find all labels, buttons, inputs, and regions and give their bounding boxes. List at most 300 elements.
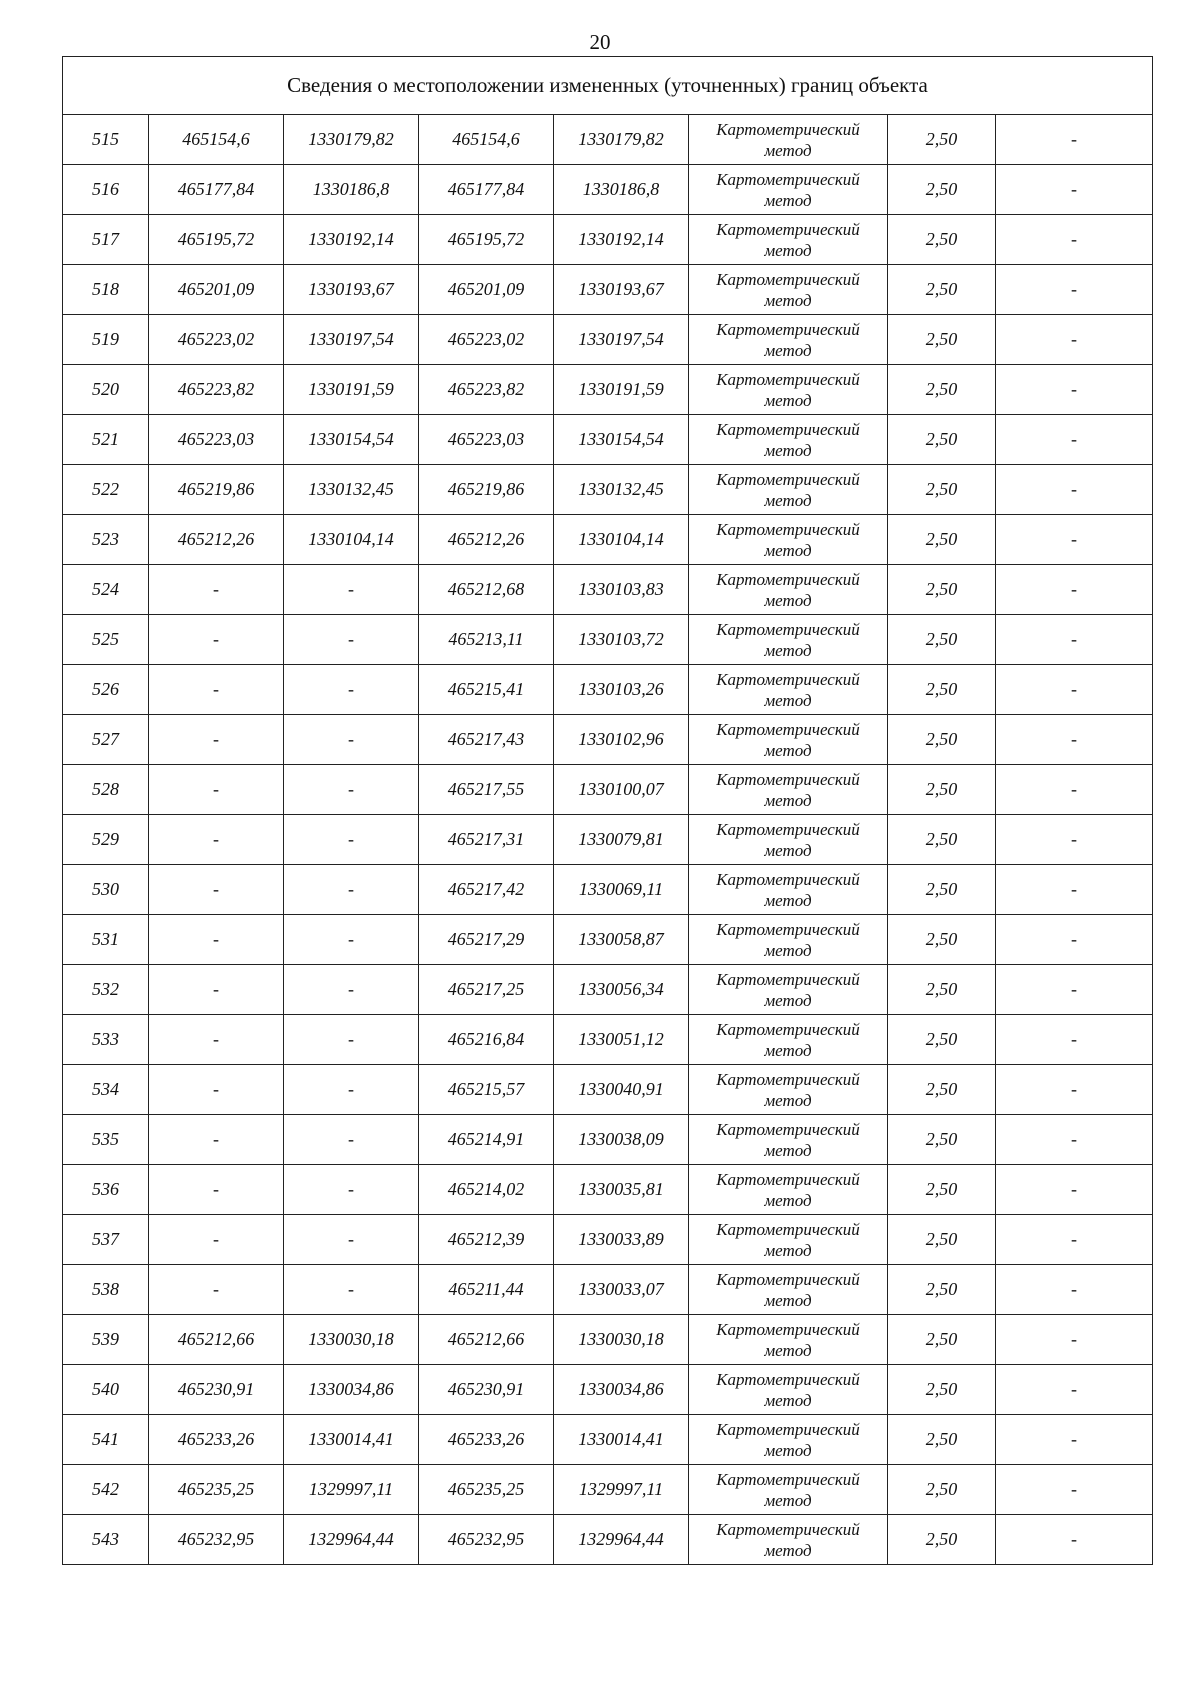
method-line-1: Картометрический (716, 1319, 860, 1339)
point-number-cell: 530 (63, 865, 149, 915)
old-y-cell: 1330193,67 (284, 265, 419, 315)
method-line-2: метод (764, 890, 812, 910)
point-number-cell: 528 (63, 765, 149, 815)
new-y-cell: 1330034,86 (554, 1365, 689, 1415)
table-row (63, 615, 1153, 665)
method-cell (689, 1315, 888, 1365)
point-number-cell: 538 (63, 1265, 149, 1315)
accuracy-cell: 2,50 (888, 365, 996, 415)
point-number-cell: 527 (63, 715, 149, 765)
method-line-1: Картометрический (716, 569, 860, 589)
table-row (63, 1415, 1153, 1465)
accuracy-cell: 2,50 (888, 1515, 996, 1565)
method-cell (689, 365, 888, 415)
accuracy-cell: 2,50 (888, 765, 996, 815)
old-x-cell: 465235,25 (149, 1465, 284, 1515)
old-y-cell: 1330034,86 (284, 1365, 419, 1415)
method-line-1: Картометрический (716, 519, 860, 539)
table-row (63, 1165, 1153, 1215)
method-line-1: Картометрический (716, 1419, 860, 1439)
new-y-cell: 1330030,18 (554, 1315, 689, 1365)
method-line-2: метод (764, 1140, 812, 1160)
old-y-cell: 1329997,11 (284, 1465, 419, 1515)
accuracy-cell: 2,50 (888, 515, 996, 565)
old-x-cell: - (149, 865, 284, 915)
old-y-cell: - (284, 1115, 419, 1165)
accuracy-cell: 2,50 (888, 1315, 996, 1365)
method-line-1: Картометрический (716, 869, 860, 889)
old-y-cell: 1329964,44 (284, 1515, 419, 1565)
new-x-cell: 465212,66 (419, 1315, 554, 1365)
accuracy-cell: 2,50 (888, 1365, 996, 1415)
old-y-cell: - (284, 865, 419, 915)
method-line-2: метод (764, 440, 812, 460)
new-y-cell: 1330191,59 (554, 365, 689, 415)
new-y-cell: 1330186,8 (554, 165, 689, 215)
accuracy-cell: 2,50 (888, 715, 996, 765)
new-x-cell: 465212,39 (419, 1215, 554, 1265)
table-row (63, 1265, 1153, 1315)
old-x-cell: 465212,26 (149, 515, 284, 565)
description-cell: - (996, 265, 1153, 315)
method-line-1: Картометрический (716, 619, 860, 639)
new-y-cell: 1330103,72 (554, 615, 689, 665)
new-y-cell: 1330058,87 (554, 915, 689, 965)
table-row (63, 865, 1153, 915)
accuracy-cell: 2,50 (888, 865, 996, 915)
new-y-cell: 1330035,81 (554, 1165, 689, 1215)
method-line-1: Картометрический (716, 919, 860, 939)
new-x-cell: 465201,09 (419, 265, 554, 315)
table-row (63, 165, 1153, 215)
old-x-cell: - (149, 1065, 284, 1115)
description-cell: - (996, 1465, 1153, 1515)
method-cell (689, 1415, 888, 1465)
description-cell: - (996, 1115, 1153, 1165)
point-number-cell: 543 (63, 1515, 149, 1565)
method-line-2: метод (764, 240, 812, 260)
table-row (63, 1515, 1153, 1565)
new-y-cell: 1330051,12 (554, 1015, 689, 1065)
method-line-1: Картометрический (716, 1069, 860, 1089)
new-y-cell: 1330102,96 (554, 715, 689, 765)
old-y-cell: - (284, 715, 419, 765)
old-y-cell: - (284, 915, 419, 965)
table-row (63, 815, 1153, 865)
table-row (63, 365, 1153, 415)
method-line-1: Картометрический (716, 119, 860, 139)
point-number-cell: 517 (63, 215, 149, 265)
description-cell: - (996, 1065, 1153, 1115)
new-y-cell: 1330100,07 (554, 765, 689, 815)
table-title-row (63, 57, 1153, 115)
method-line-1: Картометрический (716, 769, 860, 789)
table-row (63, 715, 1153, 765)
old-y-cell: - (284, 1265, 419, 1315)
point-number-cell: 531 (63, 915, 149, 965)
point-number-cell: 523 (63, 515, 149, 565)
old-y-cell: - (284, 765, 419, 815)
method-line-1: Картометрический (716, 1469, 860, 1489)
old-y-cell: - (284, 1065, 419, 1115)
page-number: 20 (589, 30, 611, 54)
new-y-cell: 1330179,82 (554, 115, 689, 165)
method-line-1: Картометрический (716, 1119, 860, 1139)
old-x-cell: 465223,02 (149, 315, 284, 365)
old-x-cell: - (149, 915, 284, 965)
point-number-cell: 532 (63, 965, 149, 1015)
method-line-2: метод (764, 840, 812, 860)
accuracy-cell: 2,50 (888, 1265, 996, 1315)
description-cell: - (996, 665, 1153, 715)
description-cell: - (996, 1165, 1153, 1215)
new-x-cell: 465154,6 (419, 115, 554, 165)
new-x-cell: 465213,11 (419, 615, 554, 665)
method-cell (689, 215, 888, 265)
description-cell: - (996, 515, 1153, 565)
new-x-cell: 465219,86 (419, 465, 554, 515)
old-y-cell: 1330014,41 (284, 1415, 419, 1465)
new-y-cell: 1330038,09 (554, 1115, 689, 1165)
point-number-cell: 520 (63, 365, 149, 415)
method-line-1: Картометрический (716, 169, 860, 189)
method-line-2: метод (764, 740, 812, 760)
table-row (63, 1115, 1153, 1165)
method-line-1: Картометрический (716, 469, 860, 489)
new-y-cell: 1330193,67 (554, 265, 689, 315)
new-x-cell: 465232,95 (419, 1515, 554, 1565)
method-line-1: Картометрический (716, 269, 860, 289)
method-cell (689, 515, 888, 565)
method-line-1: Картометрический (716, 219, 860, 239)
method-line-2: метод (764, 1040, 812, 1060)
new-y-cell: 1330197,54 (554, 315, 689, 365)
description-cell: - (996, 565, 1153, 615)
method-line-2: метод (764, 940, 812, 960)
old-x-cell: 465233,26 (149, 1415, 284, 1465)
description-cell: - (996, 115, 1153, 165)
new-x-cell: 465230,91 (419, 1365, 554, 1415)
method-cell (689, 1215, 888, 1265)
new-x-cell: 465195,72 (419, 215, 554, 265)
accuracy-cell: 2,50 (888, 415, 996, 465)
method-cell (689, 465, 888, 515)
old-x-cell: - (149, 1115, 284, 1165)
old-x-cell: 465232,95 (149, 1515, 284, 1565)
new-x-cell: 465211,44 (419, 1265, 554, 1315)
new-y-cell: 1330103,26 (554, 665, 689, 715)
description-cell: - (996, 965, 1153, 1015)
method-cell (689, 1015, 888, 1065)
method-line-2: метод (764, 390, 812, 410)
accuracy-cell: 2,50 (888, 315, 996, 365)
method-line-1: Картометрический (716, 1019, 860, 1039)
new-x-cell: 465217,55 (419, 765, 554, 815)
new-y-cell: 1330079,81 (554, 815, 689, 865)
description-cell: - (996, 615, 1153, 665)
point-number-cell: 529 (63, 815, 149, 865)
point-number-cell: 534 (63, 1065, 149, 1115)
new-y-cell: 1330104,14 (554, 515, 689, 565)
point-number-cell: 522 (63, 465, 149, 515)
old-y-cell: 1330186,8 (284, 165, 419, 215)
new-y-cell: 1330103,83 (554, 565, 689, 615)
description-cell: - (996, 1515, 1153, 1565)
point-number-cell: 524 (63, 565, 149, 615)
new-y-cell: 1330033,07 (554, 1265, 689, 1315)
old-x-cell: 465219,86 (149, 465, 284, 515)
new-x-cell: 465212,26 (419, 515, 554, 565)
old-x-cell: 465212,66 (149, 1315, 284, 1365)
method-cell (689, 715, 888, 765)
table-row (63, 665, 1153, 715)
accuracy-cell: 2,50 (888, 815, 996, 865)
method-cell (689, 265, 888, 315)
table-row (63, 415, 1153, 465)
accuracy-cell: 2,50 (888, 1465, 996, 1515)
description-cell: - (996, 915, 1153, 965)
new-y-cell: 1330192,14 (554, 215, 689, 265)
old-y-cell: - (284, 815, 419, 865)
method-line-2: метод (764, 790, 812, 810)
new-x-cell: 465217,25 (419, 965, 554, 1015)
old-y-cell: 1330192,14 (284, 215, 419, 265)
table-row (63, 1065, 1153, 1115)
method-cell (689, 1515, 888, 1565)
method-cell (689, 865, 888, 915)
old-y-cell: - (284, 1215, 419, 1265)
method-line-2: метод (764, 1340, 812, 1360)
point-number-cell: 519 (63, 315, 149, 365)
new-x-cell: 465217,43 (419, 715, 554, 765)
new-y-cell: 1330132,45 (554, 465, 689, 515)
description-cell: - (996, 715, 1153, 765)
method-cell (689, 415, 888, 465)
method-line-1: Картометрический (716, 1519, 860, 1539)
method-line-2: метод (764, 1240, 812, 1260)
method-line-1: Картометрический (716, 1219, 860, 1239)
old-y-cell: 1330030,18 (284, 1315, 419, 1365)
old-x-cell: 465201,09 (149, 265, 284, 315)
accuracy-cell: 2,50 (888, 215, 996, 265)
new-x-cell: 465215,41 (419, 665, 554, 715)
description-cell: - (996, 1015, 1153, 1065)
method-line-1: Картометрический (716, 369, 860, 389)
method-line-2: метод (764, 1440, 812, 1460)
point-number-cell: 540 (63, 1365, 149, 1415)
accuracy-cell: 2,50 (888, 1215, 996, 1265)
method-cell (689, 1265, 888, 1315)
new-x-cell: 465215,57 (419, 1065, 554, 1115)
accuracy-cell: 2,50 (888, 1065, 996, 1115)
method-line-2: метод (764, 1090, 812, 1110)
point-number-cell: 518 (63, 265, 149, 315)
old-x-cell: - (149, 715, 284, 765)
method-line-1: Картометрический (716, 1169, 860, 1189)
table-row (63, 1215, 1153, 1265)
old-x-cell: - (149, 1165, 284, 1215)
method-cell (689, 115, 888, 165)
accuracy-cell: 2,50 (888, 965, 996, 1015)
method-line-2: метод (764, 340, 812, 360)
new-x-cell: 465214,91 (419, 1115, 554, 1165)
method-line-1: Картометрический (716, 419, 860, 439)
method-line-1: Картометрический (716, 669, 860, 689)
old-x-cell: 465154,6 (149, 115, 284, 165)
description-cell: - (996, 365, 1153, 415)
description-cell: - (996, 765, 1153, 815)
new-x-cell: 465223,03 (419, 415, 554, 465)
description-cell: - (996, 815, 1153, 865)
table-title: Сведения о местоположении измененных (уточненных) границ объекта (63, 57, 1153, 115)
method-line-2: метод (764, 1190, 812, 1210)
new-y-cell: 1330069,11 (554, 865, 689, 915)
method-line-1: Картометрический (716, 819, 860, 839)
old-y-cell: - (284, 1165, 419, 1215)
old-x-cell: - (149, 665, 284, 715)
method-line-2: метод (764, 490, 812, 510)
old-x-cell: - (149, 765, 284, 815)
old-y-cell: - (284, 1015, 419, 1065)
old-y-cell: 1330179,82 (284, 115, 419, 165)
accuracy-cell: 2,50 (888, 1015, 996, 1065)
method-line-2: метод (764, 1390, 812, 1410)
accuracy-cell: 2,50 (888, 1115, 996, 1165)
description-cell: - (996, 1415, 1153, 1465)
method-cell (689, 315, 888, 365)
method-line-2: метод (764, 290, 812, 310)
old-x-cell: - (149, 1015, 284, 1065)
description-cell: - (996, 1365, 1153, 1415)
method-line-2: метод (764, 190, 812, 210)
method-line-1: Картометрический (716, 1269, 860, 1289)
table-row (63, 1315, 1153, 1365)
new-x-cell: 465235,25 (419, 1465, 554, 1515)
new-y-cell: 1330033,89 (554, 1215, 689, 1265)
old-x-cell: - (149, 1215, 284, 1265)
method-cell (689, 565, 888, 615)
description-cell: - (996, 1265, 1153, 1315)
old-x-cell: - (149, 965, 284, 1015)
method-cell (689, 965, 888, 1015)
boundary-points-table (62, 56, 1153, 1565)
table-row (63, 515, 1153, 565)
table-row (63, 1365, 1153, 1415)
method-cell (689, 1115, 888, 1165)
method-line-2: метод (764, 540, 812, 560)
accuracy-cell: 2,50 (888, 265, 996, 315)
method-line-2: метод (764, 690, 812, 710)
new-x-cell: 465217,42 (419, 865, 554, 915)
new-x-cell: 465214,02 (419, 1165, 554, 1215)
point-number-cell: 537 (63, 1215, 149, 1265)
new-y-cell: 1330014,41 (554, 1415, 689, 1465)
method-line-2: метод (764, 640, 812, 660)
description-cell: - (996, 165, 1153, 215)
method-cell (689, 915, 888, 965)
old-y-cell: 1330191,59 (284, 365, 419, 415)
description-cell: - (996, 215, 1153, 265)
table-row (63, 1015, 1153, 1065)
point-number-cell: 515 (63, 115, 149, 165)
table-row (63, 265, 1153, 315)
description-cell: - (996, 1315, 1153, 1365)
accuracy-cell: 2,50 (888, 915, 996, 965)
point-number-cell: 535 (63, 1115, 149, 1165)
table-row (63, 465, 1153, 515)
old-y-cell: - (284, 965, 419, 1015)
old-y-cell: 1330132,45 (284, 465, 419, 515)
new-y-cell: 1329997,11 (554, 1465, 689, 1515)
old-y-cell: - (284, 565, 419, 615)
new-x-cell: 465233,26 (419, 1415, 554, 1465)
new-x-cell: 465223,02 (419, 315, 554, 365)
table-row (63, 765, 1153, 815)
description-cell: - (996, 415, 1153, 465)
old-x-cell: 465195,72 (149, 215, 284, 265)
point-number-cell: 525 (63, 615, 149, 665)
method-line-2: метод (764, 1490, 812, 1510)
method-cell (689, 815, 888, 865)
table-row (63, 215, 1153, 265)
new-y-cell: 1329964,44 (554, 1515, 689, 1565)
description-cell: - (996, 1215, 1153, 1265)
method-line-2: метод (764, 140, 812, 160)
method-line-2: метод (764, 1540, 812, 1560)
table-row (63, 915, 1153, 965)
new-x-cell: 465216,84 (419, 1015, 554, 1065)
accuracy-cell: 2,50 (888, 1165, 996, 1215)
accuracy-cell: 2,50 (888, 565, 996, 615)
method-cell (689, 1465, 888, 1515)
accuracy-cell: 2,50 (888, 465, 996, 515)
method-cell (689, 665, 888, 715)
accuracy-cell: 2,50 (888, 165, 996, 215)
point-number-cell: 526 (63, 665, 149, 715)
new-x-cell: 465223,82 (419, 365, 554, 415)
method-cell (689, 165, 888, 215)
method-line-1: Картометрический (716, 319, 860, 339)
description-cell: - (996, 465, 1153, 515)
old-x-cell: 465223,03 (149, 415, 284, 465)
old-x-cell: 465230,91 (149, 1365, 284, 1415)
accuracy-cell: 2,50 (888, 1415, 996, 1465)
description-cell: - (996, 315, 1153, 365)
table-row (63, 1465, 1153, 1515)
new-y-cell: 1330154,54 (554, 415, 689, 465)
old-x-cell: 465223,82 (149, 365, 284, 415)
method-line-1: Картометрический (716, 969, 860, 989)
old-x-cell: - (149, 815, 284, 865)
point-number-cell: 516 (63, 165, 149, 215)
point-number-cell: 533 (63, 1015, 149, 1065)
new-x-cell: 465217,31 (419, 815, 554, 865)
old-y-cell: 1330197,54 (284, 315, 419, 365)
old-x-cell: 465177,84 (149, 165, 284, 215)
method-cell (689, 1165, 888, 1215)
description-cell: - (996, 865, 1153, 915)
old-y-cell: 1330154,54 (284, 415, 419, 465)
point-number-cell: 536 (63, 1165, 149, 1215)
accuracy-cell: 2,50 (888, 665, 996, 715)
new-x-cell: 465177,84 (419, 165, 554, 215)
method-cell (689, 765, 888, 815)
new-x-cell: 465212,68 (419, 565, 554, 615)
method-cell (689, 1365, 888, 1415)
table-row (63, 115, 1153, 165)
point-number-cell: 521 (63, 415, 149, 465)
method-line-1: Картометрический (716, 719, 860, 739)
